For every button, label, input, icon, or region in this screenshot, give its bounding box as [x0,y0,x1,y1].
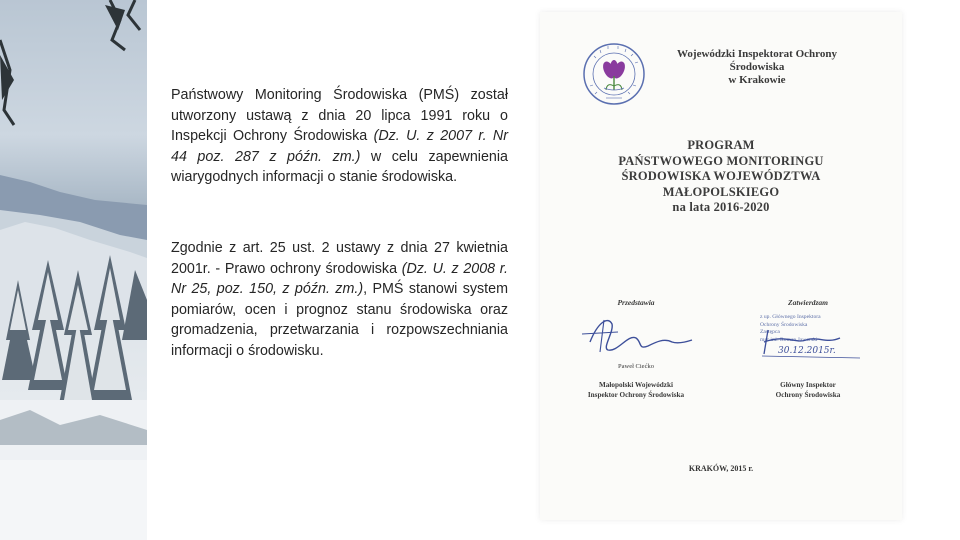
approver-title [752,380,864,400]
organization-name [652,48,862,87]
definition-paragraph [171,238,508,362]
stamp-line2: Ochrony Środowiska [760,321,808,328]
approver-title-line1: Główny Inspektor [780,381,836,389]
title-line3: ŚRODOWISKA WOJEWÓDZTWA [621,169,821,183]
presenter-name: Paweł Ciećko [618,363,654,370]
inspectorate-seal-logo [582,42,646,106]
title-line1: PROGRAM [687,138,755,152]
approver-role: Zatwierdzam [787,298,828,307]
presenter-title [576,380,696,400]
stamp-line3: Zastępca [760,329,780,335]
p1-legal-reference: (Dz. U. z 2007 r. Nr 44 poz. 287 z późn. zm.) [171,128,508,165]
winter-forest-photo [0,0,147,540]
p2-text-end: , PMŚ stanowi system pomiarów, ocen i prognoz stanu środowiska oraz gromadzenia, przetwarzania i rozpowszechniania informacji o środowisku. [171,281,509,359]
program-title [600,138,842,216]
p1-text-end: w celu zapewnienia wiarygodnych informacji o stanie środowiska. [171,148,508,186]
stamp-line4: mgr inż. Roman Jaworski [760,336,818,343]
p2-legal-reference: (Dz. U. z 2008 r. Nr 25, poz. 150, z późn. zm.) [171,260,508,298]
title-line2: PAŃSTWOWEGO MONITORINGU [618,153,824,168]
p1-text-start: Państwowy Monitoring Środowiska (PMŚ) został utworzony ustawą z dnia 20 lipca 1991 roku o Inspekcji Ochrony Środowiska [171,87,508,145]
document-place-and-year: KRAKÓW, 2015 r. [688,464,754,473]
presenter-title-line2: Inspektor Ochrony Środowiska [587,391,685,399]
handwritten-date: 30.12.2015r. [778,346,836,356]
p2-text-start: Zgodnie z art. 25 ust. 2 ustawy z dnia 27 kwietnia 2001r. - Prawo ochrony środowiska [171,240,508,277]
org-name-line1: Wojewódzki Inspektorat Ochrony Środowiska [677,48,837,73]
approver-handwritten-signature [756,321,866,364]
intro-paragraph [171,85,508,188]
title-line5: na lata 2016-2020 [672,200,770,214]
presenter-role: Przedstawia [617,298,655,307]
stamp-line1: z up. Głównego Inspektora [760,314,821,320]
presenter-title-line1: Małopolski Wojewódzki [599,381,673,389]
org-name-line2: w Krakowie [728,74,786,86]
presenter-handwritten-signature [578,312,698,360]
program-document-cover [540,12,902,520]
approver-title-line2: Ochrony Środowiska [775,391,841,399]
title-line4: MAŁOPOLSKIEGO [662,184,780,199]
